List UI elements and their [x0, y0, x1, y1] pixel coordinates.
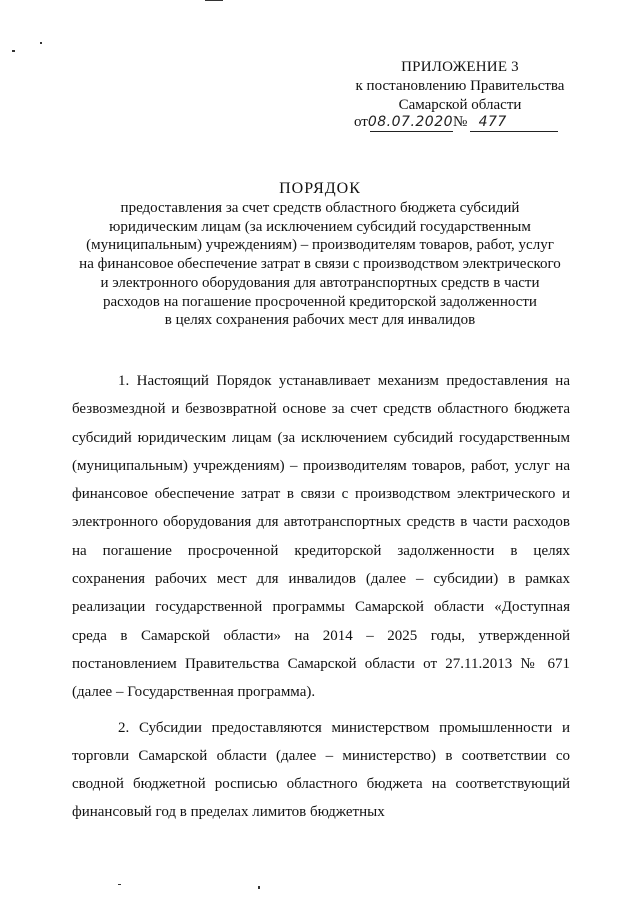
scan-mark-bottom-left [118, 884, 121, 885]
document-body [72, 367, 570, 834]
scan-mark-top [205, 0, 223, 1]
annex-title: ПРИЛОЖЕНИЕ 3 [401, 59, 519, 75]
subtitle-line: расходов на погашение просроченной кредиторской задолженности [103, 293, 537, 310]
paragraph-2: 2. Субсидии предоставляются министерством промышленности и торговли Самарской области (далее – министерство) в соответствии со сводной бюджетной росписью областного бюджета на соответствующий финансовый год в пределах лимитов бюджетных [72, 719, 570, 821]
subtitle-line: (муниципальным) учреждениям) – производителям товаров, работ, услуг [86, 237, 554, 254]
subtitle-line: предоставления за счет средств областного бюджета субсидий [120, 200, 520, 216]
annex-line-2: к постановлению Правительства [355, 78, 565, 94]
number-underline [470, 131, 558, 132]
annex-date-line [354, 113, 594, 132]
annex-line-3: Самарской области [398, 97, 522, 113]
subtitle-line: юридическим лицам (за исключением субсидий государственным [109, 218, 531, 235]
handwritten-date: 08.07.2020 [367, 114, 454, 130]
date-underline [370, 131, 453, 132]
document-subtitle [60, 199, 580, 330]
subtitle-line: и электронного оборудования для автотранспортных средств в части [100, 274, 540, 291]
scan-mark-bottom-center [258, 886, 260, 889]
subtitle-line: на финансовое обеспечение затрат в связи с производством электрического [79, 256, 561, 273]
subtitle-line: в целях сохранения рабочих мест для инвалидов [164, 312, 476, 329]
document-title: ПОРЯДОК [279, 180, 361, 197]
date-prefix: от [354, 114, 368, 130]
annex-block [340, 58, 580, 115]
scan-mark-left [12, 50, 15, 52]
paragraph-1: 1. Настоящий Порядок устанавливает механизм предоставления на безвозмездной и безвозвратной основе за счет средств областного бюджета субсидий юридическим лицам (за исключением субсидий государственным (муниципальным) учреждениям) – производителям товаров, работ, услуг на финансовое обеспечение затрат в связи с производством электрического и электронного оборудования для автотранспортных средств в части расходов на погашение просроченной кредиторской задолженности в целях сохранения рабочих мест для инвалидов (далее – субсидии) в рамках реализации государственной программы Самарской области «Доступная среда в Самарской области» на 2014 – 2025 годы, утвержденной постановлением Правительства Самарской области от 27.11.2013 № 671 (далее – Государственная программа). [72, 373, 570, 701]
number-prefix: № [453, 114, 468, 130]
scan-mark-left-2 [40, 42, 42, 44]
handwritten-number: 477 [478, 114, 507, 130]
